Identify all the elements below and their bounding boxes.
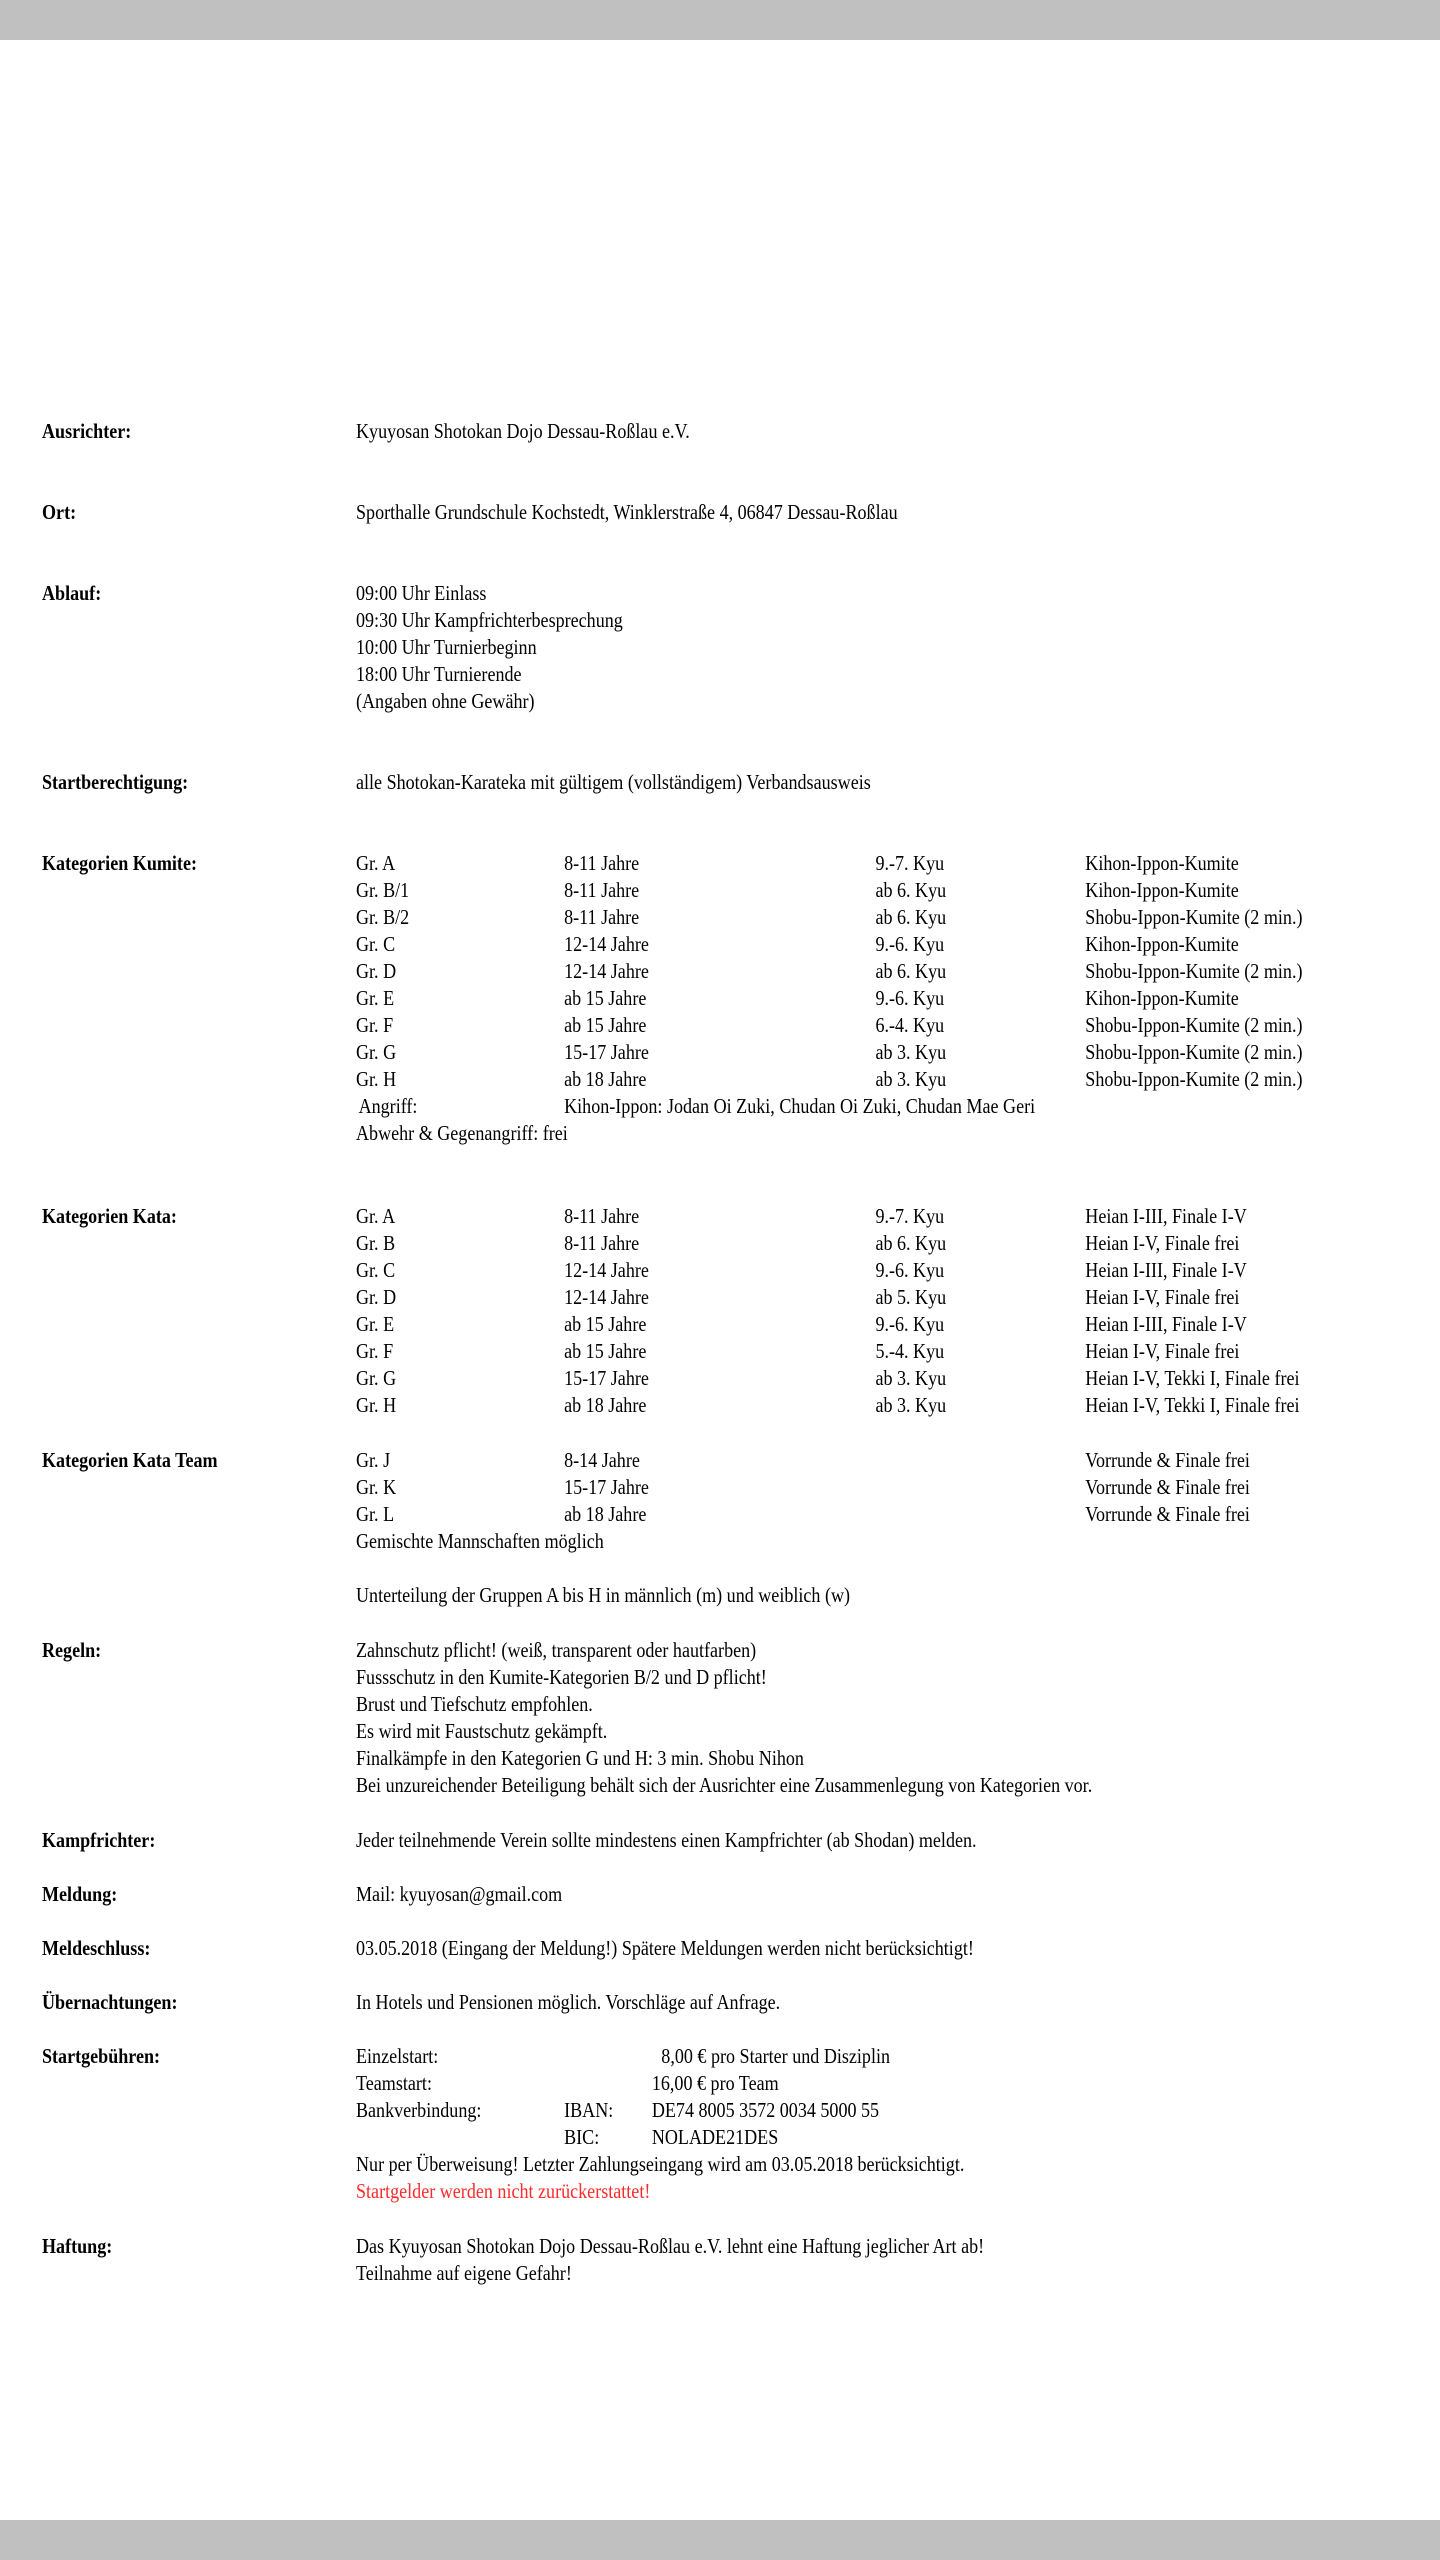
bank-bic [356,2124,1285,2151]
section-label: Startgebühren: [42,2044,161,2068]
top-bar [0,0,1440,40]
grade-cell: ab 3. Kyu [875,1067,947,1091]
discipline-cell: Kihon-Ippon-Kumite [1085,932,1239,956]
grade-cell: ab 6. Kyu [875,878,947,902]
section-label: Ablauf: [42,581,102,605]
eligibility-value: alle Shotokan-Karateka mit gültigem (vollständigem) Verbandsausweis [356,770,871,794]
age-cell: 12-14 Jahre [564,959,649,983]
grade-cell: ab 6. Kyu [875,959,947,983]
section-label: Ausrichter: [42,419,132,443]
section-label: Meldeschluss: [42,1936,151,1960]
kumite-row [356,958,1303,985]
discipline-cell: Heian I-V, Finale frei [1085,1231,1240,1255]
discipline-cell: Shobu-Ippon-Kumite (2 min.) [1085,1067,1303,1091]
kumite-row [356,1012,1303,1039]
group-cell: Gr. D [356,959,397,983]
bic-value: NOLADE21DES [651,2125,779,2149]
grade-cell: 9.-6. Kyu [875,1312,945,1336]
iban-value: DE74 8005 3572 0034 5000 55 [651,2098,880,2122]
age-cell: 8-11 Jahre [564,878,640,902]
discipline-cell: Heian I-III, Finale I-V [1085,1258,1247,1282]
group-cell: Gr. D [356,1285,397,1309]
bank-label: Bankverbindung: [356,2098,482,2122]
attack-value: Kihon-Ippon: Jodan Oi Zuki, Chudan Oi Zuki, Chudan Mae Geri [564,1094,1036,1118]
fee-individual [356,2043,1285,2070]
kata-row [356,1284,1285,1311]
bottom-bar [0,2520,1440,2560]
group-cell: Gr. F [356,1013,394,1037]
discipline-cell: Heian I-V, Tekki I, Finale frei [1085,1393,1300,1417]
age-cell: 8-14 Jahre [564,1448,640,1472]
deadline-value: 03.05.2018 (Eingang der Meldung!) Spätere Meldungen werden nicht berücksichtigt! [356,1936,974,1960]
group-cell: Gr. F [356,1339,394,1363]
schedule-line: 10:00 Uhr Turnierbeginn [356,635,537,659]
grade-cell: ab 3. Kyu [875,1366,947,1390]
age-cell: ab 18 Jahre [564,1393,647,1417]
liability-line: Das Kyuyosan Shotokan Dojo Dessau-Roßlau e.V. lehnt eine Haftung jeglicher Art ab! [356,2234,985,2258]
group-cell: Gr. E [356,986,395,1010]
fee-value: 8,00 € pro Starter und Disziplin [661,2044,891,2068]
fee-label: Teamstart: [356,2071,432,2095]
kata-row [356,1311,1285,1338]
division-note: Unterteilung der Gruppen A bis H in männlich (m) und weiblich (w) [356,1583,851,1607]
payment-note: Nur per Überweisung! Letzter Zahlungseingang wird am 03.05.2018 berücksichtigt. [356,2152,965,2176]
age-cell: 8-11 Jahre [564,851,640,875]
rule-line: Brust und Tiefschutz empfohlen. [356,1692,593,1716]
location-value: Sporthalle Grundschule Kochstedt, Winklerstraße 4, 06847 Dessau-Roßlau [356,500,898,524]
section-label: Kategorien Kata Team [42,1448,218,1472]
registration-email[interactable]: Mail: kyuyosan@gmail.com [356,1882,563,1906]
age-cell: ab 18 Jahre [564,1067,647,1091]
discipline-cell: Vorrunde & Finale frei [1085,1475,1250,1499]
fee-team [356,2070,1285,2097]
discipline-cell: Vorrunde & Finale frei [1085,1502,1250,1526]
group-cell: Gr. J [356,1448,391,1472]
group-cell: Gr. C [356,1258,396,1282]
section-label: Kategorien Kata: [42,1204,177,1228]
section-label: Meldung: [42,1882,118,1906]
group-cell: Gr. H [356,1067,397,1091]
grade-cell: 5.-4. Kyu [875,1339,945,1363]
age-cell: 12-14 Jahre [564,932,649,956]
schedule-line: 09:00 Uhr Einlass [356,581,487,605]
liability-line: Teilnahme auf eigene Gefahr! [356,2261,572,2285]
group-cell: Gr. E [356,1312,395,1336]
kata-team-row [356,1474,1285,1501]
kata-row [356,1365,1300,1392]
age-cell: 8-11 Jahre [564,905,640,929]
group-cell: Gr. K [356,1475,397,1499]
schedule-line: 09:30 Uhr Kampfrichterbesprechung [356,608,623,632]
kumite-row [356,877,1285,904]
rule-line: Fussschutz in den Kumite-Kategorien B/2 und D pflicht! [356,1665,767,1689]
age-cell: ab 15 Jahre [564,986,647,1010]
section-label: Kategorien Kumite: [42,851,197,875]
kumite-row [356,1039,1303,1066]
grade-cell: ab 6. Kyu [875,1231,947,1255]
section-label: Übernachtungen: [42,1990,178,2014]
group-cell: Gr. B/2 [356,905,410,929]
rule-line: Zahnschutz pflicht! (weiß, transparent oder hautfarben) [356,1638,757,1662]
age-cell: ab 18 Jahre [564,1502,647,1526]
kata-row [356,1338,1285,1365]
kata-row [356,1257,1285,1284]
age-cell: ab 15 Jahre [564,1013,647,1037]
age-cell: 12-14 Jahre [564,1258,649,1282]
section-label: Kampfrichter: [42,1828,156,1852]
discipline-cell: Vorrunde & Finale frei [1085,1448,1250,1472]
group-cell: Gr. L [356,1502,395,1526]
schedule-line: (Angaben ohne Gewähr) [356,689,535,713]
group-cell: Gr. C [356,932,396,956]
discipline-cell: Kihon-Ippon-Kumite [1085,878,1239,902]
iban-label: IBAN: [564,2098,614,2122]
rule-line: Bei unzureichender Beteiligung behält sich der Ausrichter eine Zusammenlegung von Kategorien vor. [356,1773,1093,1797]
kumite-row [356,850,1285,877]
group-cell: Gr. B/1 [356,878,410,902]
spacer [356,1555,1285,1582]
discipline-cell: Heian I-III, Finale I-V [1085,1204,1247,1228]
grade-cell: 6.-4. Kyu [875,1013,945,1037]
age-cell: 8-11 Jahre [564,1204,640,1228]
mixed-teams-note: Gemischte Mannschaften möglich [356,1529,604,1553]
discipline-cell: Shobu-Ippon-Kumite (2 min.) [1085,1040,1303,1064]
discipline-cell: Shobu-Ippon-Kumite (2 min.) [1085,959,1303,983]
referee-value: Jeder teilnehmende Verein sollte mindestens einen Kampfrichter (ab Shodan) melden. [356,1828,977,1852]
discipline-cell: Heian I-V, Finale frei [1085,1339,1240,1363]
group-cell: Gr. B [356,1231,396,1255]
grade-cell: ab 5. Kyu [875,1285,947,1309]
refund-warning: Startgelder werden nicht zurückerstattet! [356,2179,651,2203]
group-cell: Gr. G [356,1040,397,1064]
grade-cell: 9.-7. Kyu [875,1204,945,1228]
grade-cell: 9.-6. Kyu [875,986,945,1010]
bank-iban [356,2097,1285,2124]
kata-team-row [356,1447,1285,1474]
discipline-cell: Heian I-V, Finale frei [1085,1285,1240,1309]
rule-line: Finalkämpfe in den Kategorien G und H: 3 min. Shobu Nihon [356,1746,804,1770]
discipline-cell: Heian I-V, Tekki I, Finale frei [1085,1366,1300,1390]
accommodation-value: In Hotels und Pensionen möglich. Vorschläge auf Anfrage. [356,1990,781,2014]
kumite-row [356,931,1285,958]
discipline-cell: Shobu-Ippon-Kumite (2 min.) [1085,905,1303,929]
kumite-row [356,904,1303,931]
discipline-cell: Shobu-Ippon-Kumite (2 min.) [1085,1013,1303,1037]
kata-row [356,1203,1285,1230]
group-cell: Gr. H [356,1393,397,1417]
bic-label: BIC: [564,2125,600,2149]
section-label: Haftung: [42,2234,113,2258]
section-label: Ort: [42,500,77,524]
section-label: Regeln: [42,1638,102,1662]
group-cell: Gr. G [356,1366,397,1390]
organizer-value: Kyuyosan Shotokan Dojo Dessau-Roßlau e.V. [356,419,690,443]
grade-cell: 9.-7. Kyu [875,851,945,875]
schedule-line: 18:00 Uhr Turnierende [356,662,522,686]
kata-row [356,1230,1285,1257]
kata-team-row [356,1501,1285,1528]
fee-label: Einzelstart: [356,2044,439,2068]
attack-label: Angriff: [358,1094,418,1118]
age-cell: ab 15 Jahre [564,1339,647,1363]
discipline-cell: Kihon-Ippon-Kumite [1085,851,1239,875]
section-label: Startberechtigung: [42,770,189,794]
grade-cell: 9.-6. Kyu [875,1258,945,1282]
kumite-row [356,1066,1303,1093]
grade-cell: ab 6. Kyu [875,905,947,929]
age-cell: 15-17 Jahre [564,1040,649,1064]
age-cell: 15-17 Jahre [564,1366,649,1390]
rule-line: Es wird mit Faustschutz gekämpft. [356,1719,608,1743]
grade-cell: 9.-6. Kyu [875,932,945,956]
kata-row [356,1392,1300,1419]
age-cell: 8-11 Jahre [564,1231,640,1255]
attack-line [356,1093,1285,1120]
grade-cell: ab 3. Kyu [875,1040,947,1064]
group-cell: Gr. A [356,1204,396,1228]
discipline-cell: Kihon-Ippon-Kumite [1085,986,1239,1010]
defense-line: Abwehr & Gegenangriff: frei [356,1121,568,1145]
age-cell: 15-17 Jahre [564,1475,649,1499]
kumite-row [356,985,1285,1012]
age-cell: ab 15 Jahre [564,1312,647,1336]
group-cell: Gr. A [356,851,396,875]
age-cell: 12-14 Jahre [564,1285,649,1309]
fee-value: 16,00 € pro Team [651,2071,779,2095]
grade-cell: ab 3. Kyu [875,1393,947,1417]
discipline-cell: Heian I-III, Finale I-V [1085,1312,1247,1336]
